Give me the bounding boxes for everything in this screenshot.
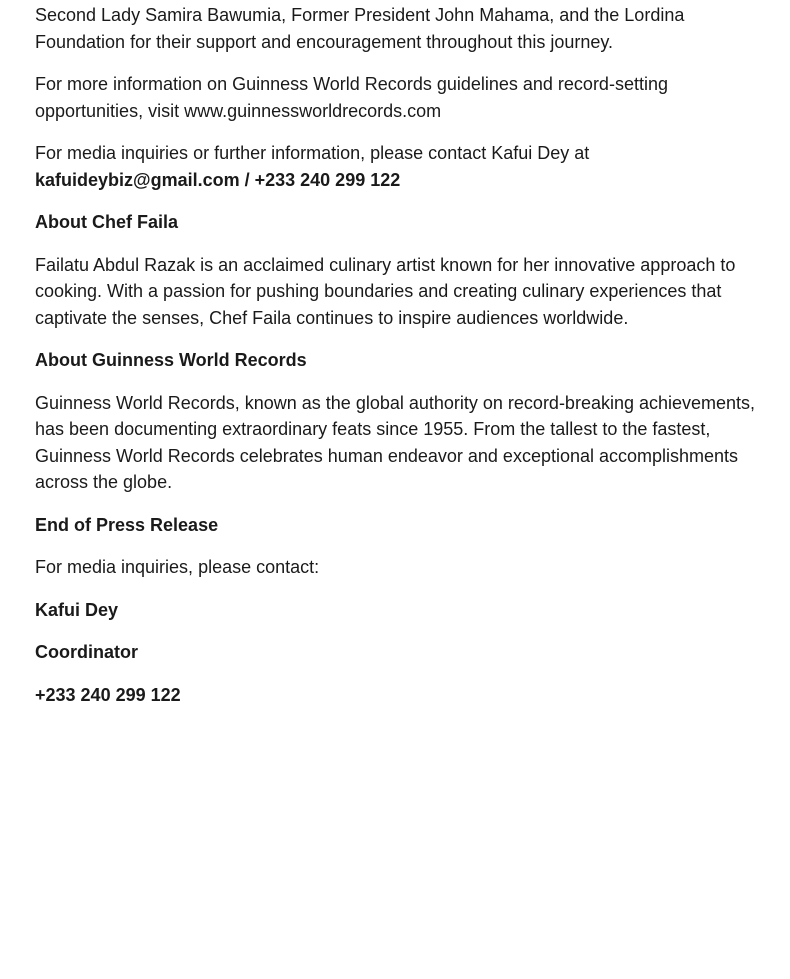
intro-paragraph-tail: Second Lady Samira Bawumia, Former President John Mahama, and the Lordina Foundation for their support and encouragement throughout this journey. xyxy=(35,5,685,52)
about-gwr-heading: About Guinness World Records xyxy=(35,350,307,370)
about-chef-paragraph: Failatu Abdul Razak is an acclaimed culinary artist known for her innovative approach to cooking. With a passion for pushing boundaries and creating culinary experiences that captivate the senses, Chef Faila continues to inspire audiences worldwide. xyxy=(35,254,736,328)
contact-phone: +233 240 299 122 xyxy=(35,684,181,705)
gwr-info-paragraph: For more information on Guinness World Records guidelines and record-setting opportunities, visit www.guinnessworldrecords.com xyxy=(35,74,668,121)
contact-name: Kafui Dey xyxy=(35,599,119,620)
end-of-release-label: End of Press Release xyxy=(35,514,219,535)
media-inquiries-paragraph xyxy=(35,140,765,193)
about-gwr-paragraph: Guinness World Records, known as the global authority on record-breaking achievements, has been documenting extraordinary feats since 1955. From the tallest to the fastest, Guinness World Records celebrates human endeavor and exceptional accomplishments across the globe. xyxy=(35,392,756,492)
media-inquiries-text: For media inquiries or further information, please contact Kafui Dey at xyxy=(35,143,590,163)
contact-intro: For media inquiries, please contact: xyxy=(35,557,320,577)
about-chef-heading: About Chef Faila xyxy=(35,212,178,232)
contact-role: Coordinator xyxy=(35,642,138,662)
media-contact-details: kafuideybiz@gmail.com / +233 240 299 122 xyxy=(35,169,401,190)
press-release-document xyxy=(35,0,765,724)
